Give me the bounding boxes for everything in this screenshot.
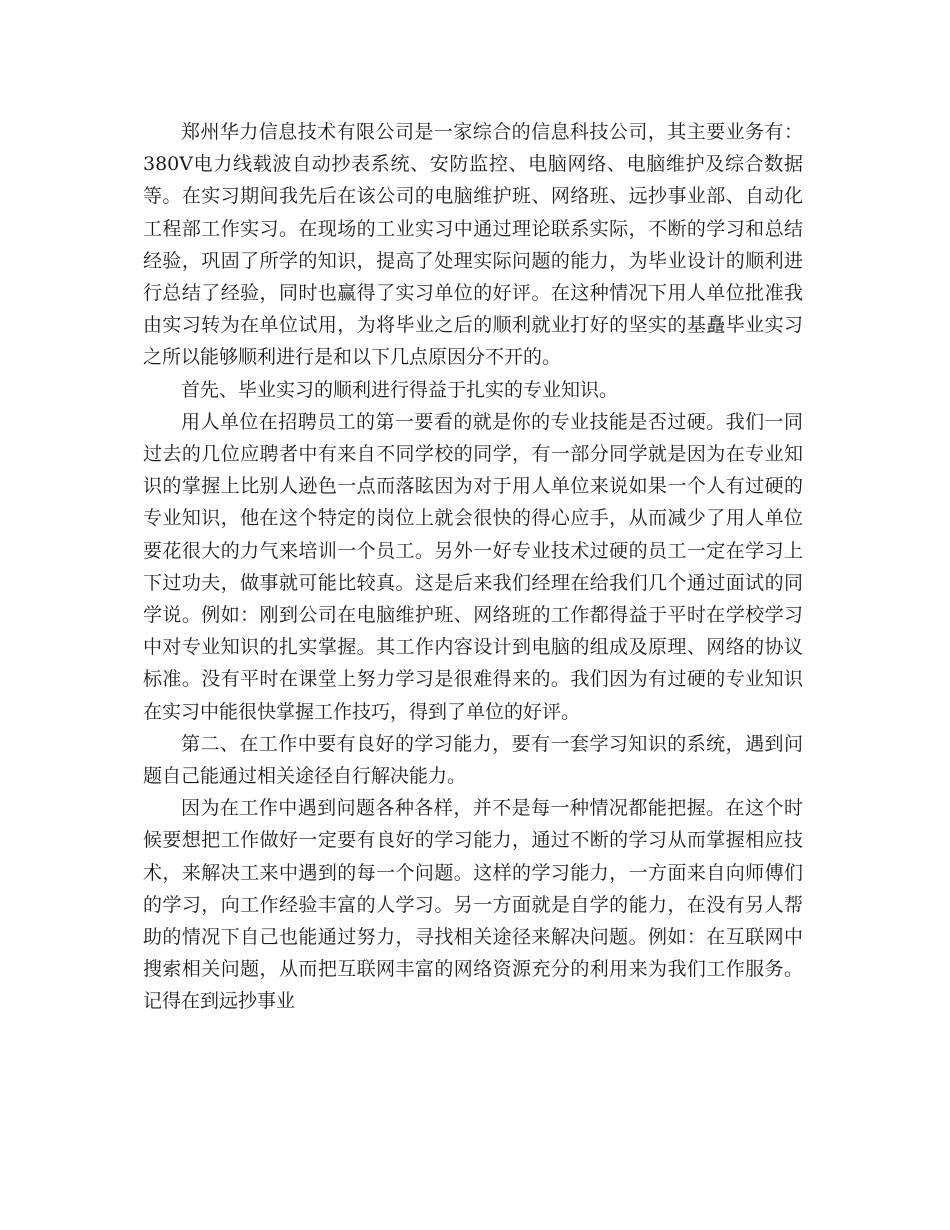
- paragraph-company-intro: 郑州华力信息技术有限公司是一家综合的信息科技公司，其主要业务有：380V电力线载波自动抄表系统、安防监控、电脑网络、电脑维护及综合数据等。在实习期间我先后在该公司的电脑维护班、网络班、远抄事业部、自动化工程部工作实习。在现场的工业实习中通过理论联系实际，不断的学习和总结经验，巩固了所学的知识，提高了处理实际问题的能力，为毕业设计的顺利进行总结了经验，同时也赢得了实习单位的好评。在这种情况下用人单位批准我由实习转为在单位试用，为将毕业之后的顺利就业打好的坚实的基矗毕业实习之所以能够顺利进行是和以下几点原因分不开的。: [143, 121, 803, 369]
- paragraph-learning-ability: 因为在工作中遇到问题各种各样，并不是每一种情况都能把握。在这个时候要想把工作做好一定要有良好的学习能力，通过不断的学习从而掌握相应技术，来解决工来中遇到的每一个问题。这样的学习能力，一方面来自向师傅们的学习，向工作经验丰富的人学习。另一方面就是自学的能力，在没有另人帮助的情况下自己也能通过努力，寻找相关途径来解决问题。例如：在互联网中搜索相关问题，从而把互联网丰富的网络资源充分的利用来为我们工作服务。记得在到远抄事业: [143, 797, 803, 1013]
- paragraph-first-point: 首先、毕业实习的顺利进行得益于扎实的专业知识。: [181, 378, 619, 401]
- document-page: [143, 116, 803, 1018]
- paragraph-professional-skills: 用人单位在招聘员工的第一要看的就是你的专业技能是否过硬。我们一同过去的几位应聘者中有来自不同学校的同学，有一部分同学就是因为在专业知识的掌握上比别人逊色一点而落眩因为对于用人单位来说如果一个人有过硬的专业知识，他在这个特定的岗位上就会很快的得心应手，从而减少了用人单位要花很大的力气来培训一个员工。另外一好专业技术过硬的员工一定在学习上下过功夫，做事就可能比较真。这是后来我们经理在给我们几个通过面试的同学说。例如：刚到公司在电脑维护班、网络班的工作都得益于平时在学校学习中对专业知识的扎实掌握。其工作内容设计到电脑的组成及原理、网络的协议标准。没有平时在课堂上努力学习是很难得来的。我们因为有过硬的专业知识在实习中能很快掌握工作技巧，得到了单位的好评。: [143, 410, 803, 723]
- paragraph-second-point: 第二、在工作中要有良好的学习能力，要有一套学习知识的系统，遇到问题自己能通过相关途径自行解决能力。: [143, 732, 803, 788]
